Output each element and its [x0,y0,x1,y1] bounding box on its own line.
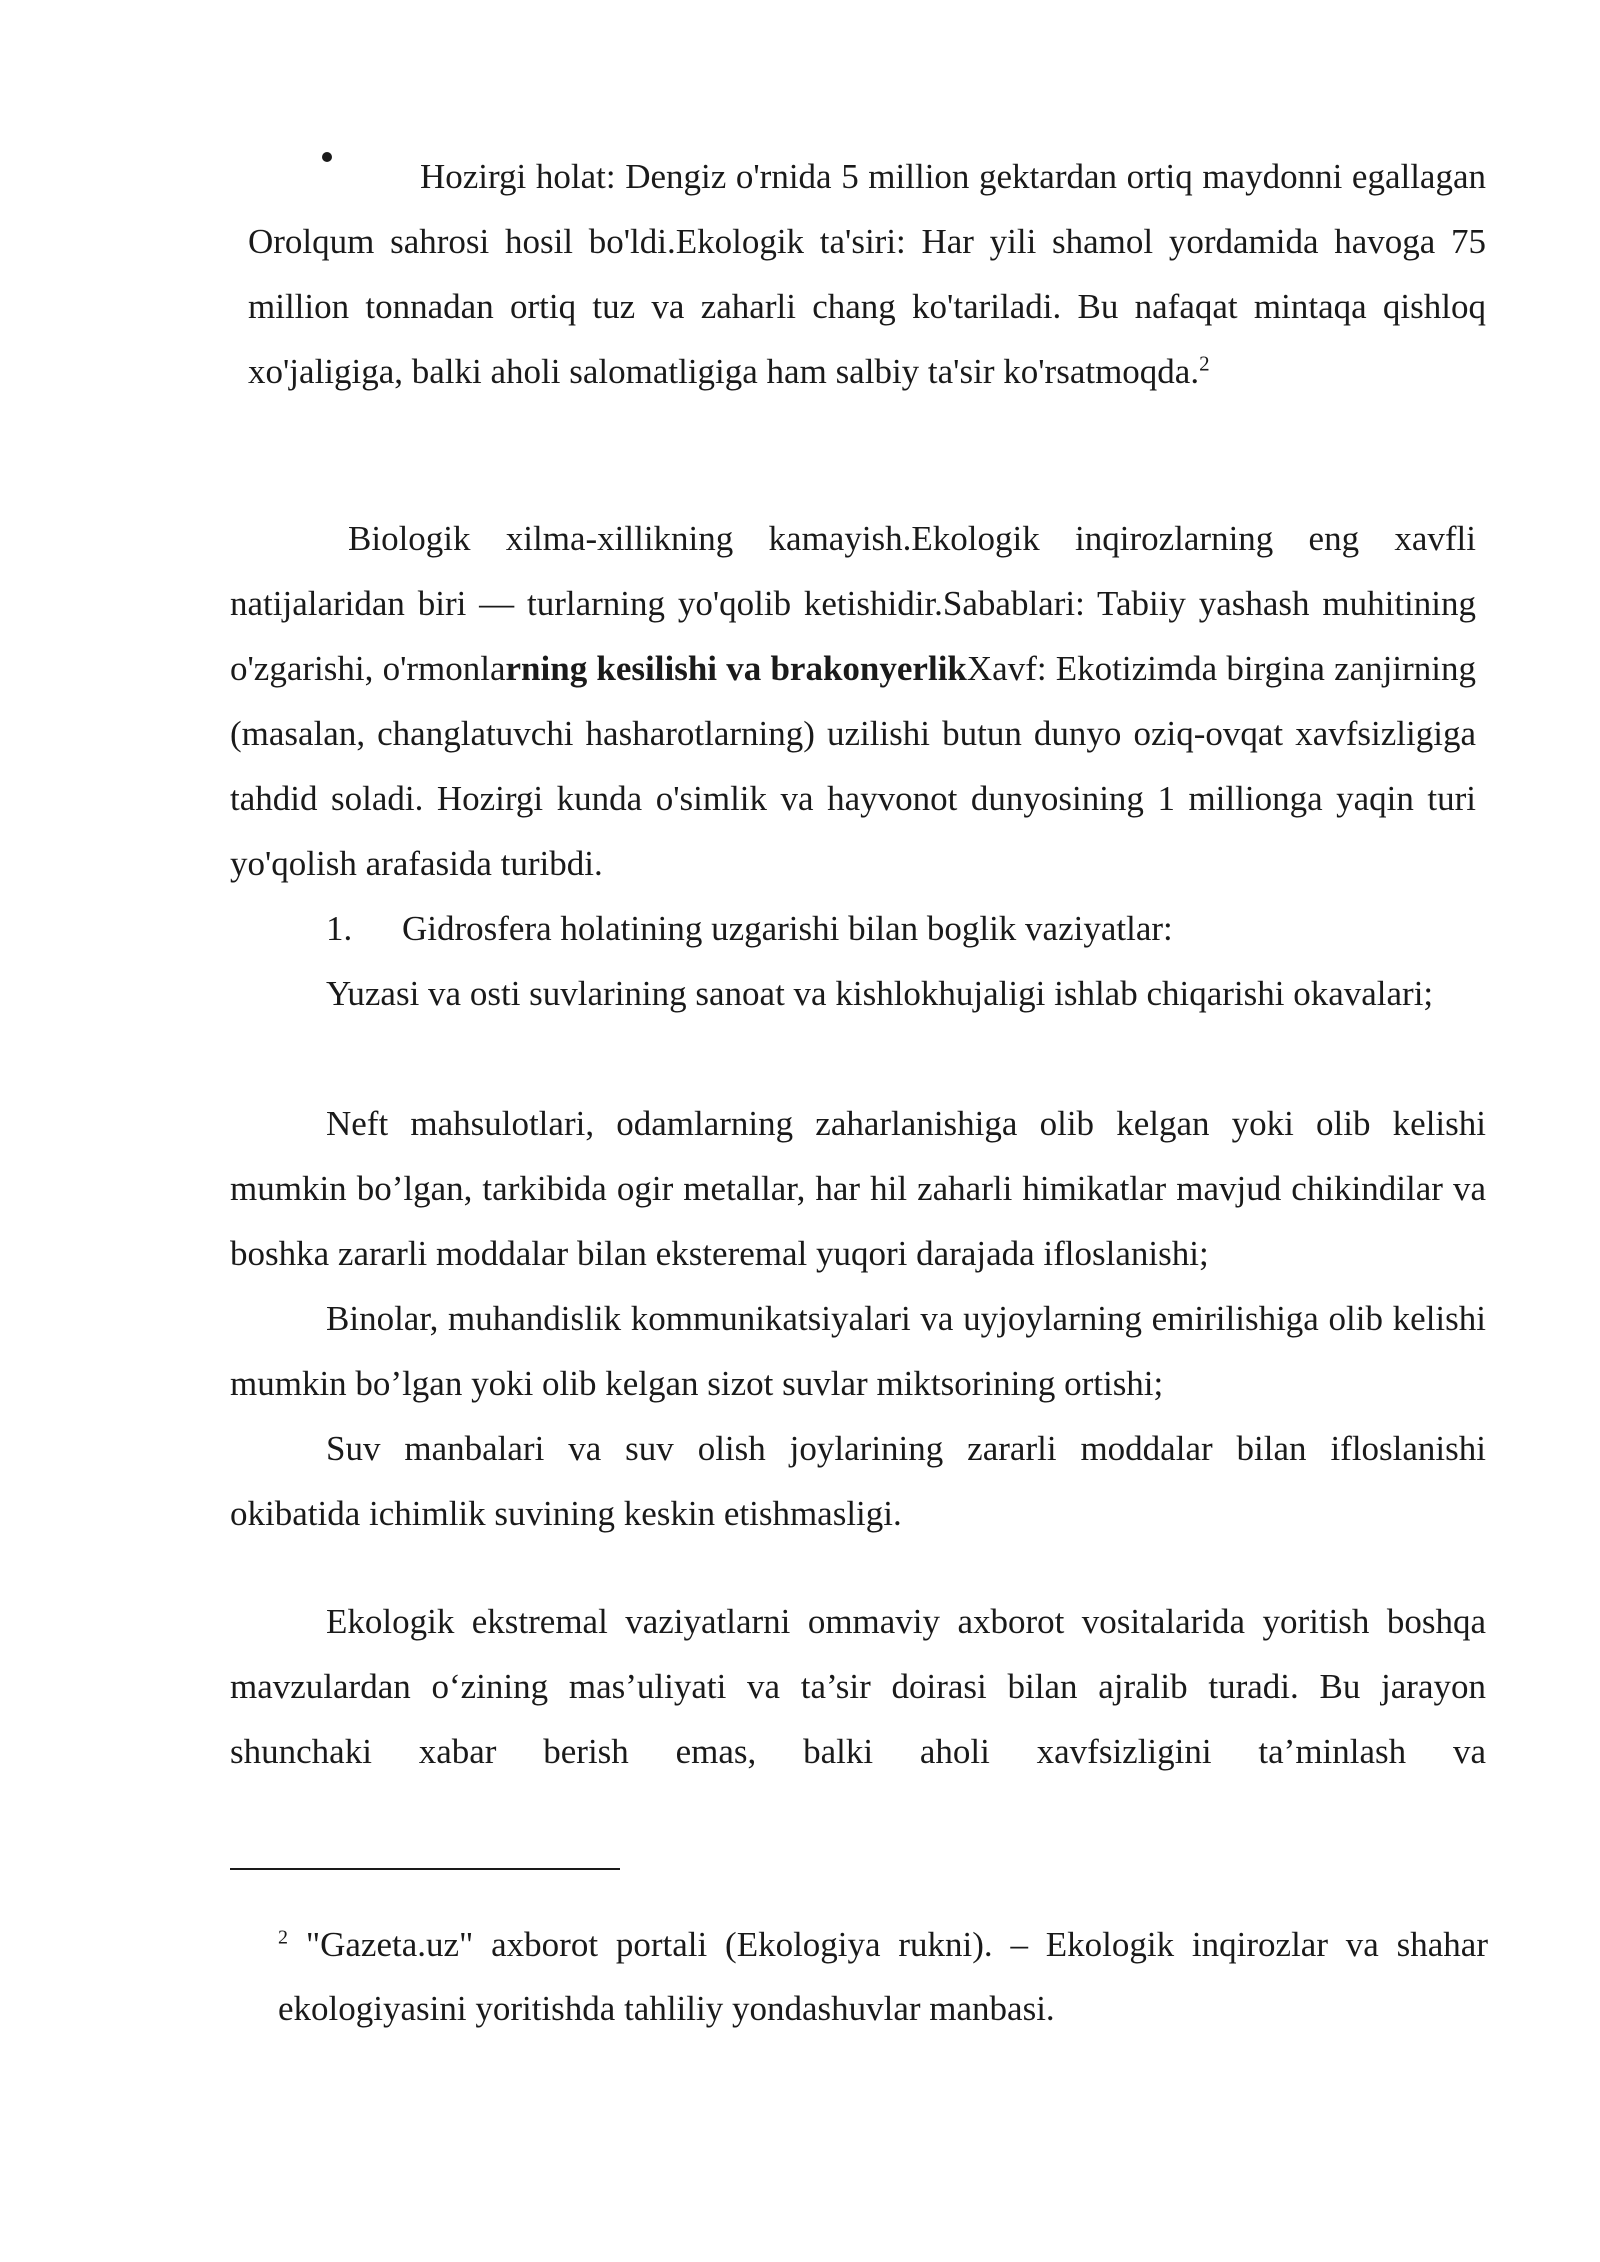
footnote-reference[interactable]: 2 [1199,351,1210,376]
footnote [278,1913,1488,2041]
list-paragraph: Suv manbalari va suv olish joylarining zararli moddalar bilan ifloslanishi okibatida ichimlik suvining keskin etishmasligi. [230,1429,1486,1533]
bullet-paragraph-text: Hozirgi holat: Dengiz o'rnida 5 million gektardan ortiq maydonni egallagan Orolqum sahrosi hosil bo'ldi.Ekologik ta'siri: Har yili shamol yordamida havoga 75 million tonnadan ortiq tuz va zaharli chang ko'tariladi. Bu nafaqat mintaqa qishloq xo'jaligiga, balki aholi salomatligiga ham salbiy ta'sir ko'rsatmoqda. [248,157,1486,391]
list-paragraph: Binolar, muhandislik kommunikatsiyalari va uyjoylarning emirilishiga olib kelishi mumkin bo’lgan yoki olib kelgan sizot suvlar miktsorining ortishi; [230,1299,1486,1403]
footnote-separator [230,1868,620,1870]
numbered-heading-text: Gidrosfera holatining uzgarishi bilan boglik vaziyatlar: [402,909,1173,948]
list-paragraph: Yuzasi va osti suvlarining sanoat va kishlokhujaligi ishlab chiqarishi okavalari; [326,974,1434,1013]
biodiversity-paragraph [230,506,1476,896]
bullet-paragraph [248,144,1486,404]
list-number: 1. [326,909,353,948]
biodiversity-text-end: Xavf: Ekotizimda birgina zanjirning (masalan, changlatuvchi hasharotlarning) uzilishi butun dunyo oziq-ovqat xavfsizligiga tahdid soladi. Hozirgi kunda o'simlik va hayvonot dunyosining 1 millionga yaqin turi yo'qolish arafasida turibdi. [230,649,1476,883]
biodiversity-bold-text: rning kesilishi va brakonyerlik [505,649,967,688]
biodiversity-text-start: Biologik xilma-xillikning kamayish.Ekologik inqirozlarning eng xavfli natijalaridan biri — turlarning yo'qolib ketishidir.Sabablari: Tabiiy yashash muhitining o'zgarishi, o'rmonla [230,519,1476,688]
media-paragraph: Ekologik ekstremal vaziyatlarni ommaviy axborot vositalarida yoritish boshqa mavzulardan o‘zining mas’uliyati va ta’sir doirasi bilan ajralib turadi. Bu jarayon shunchaki xabar berish emas, balki aholi xavfsizligini ta’minlash va [230,1602,1486,1771]
numbered-heading [326,896,1506,961]
list-paragraph: Neft mahsulotlari, odamlarning zaharlanishiga olib kelgan yoki olib kelishi mumkin bo’lgan, tarkibida ogir metallar, har hil zaharli himikatlar mavjud chikindilar va boshka zararli moddalar bilan eksteremal yuqori darajada ifloslanishi; [230,1104,1486,1273]
footnote-marker: 2 [278,1926,288,1949]
footnote-text: "Gazeta.uz" axborot portali (Ekologiya rukni). – Ekologik inqirozlar va shahar ekologiyasini yoritishda tahliliy yondashuvlar manbasi. [278,1925,1488,2028]
